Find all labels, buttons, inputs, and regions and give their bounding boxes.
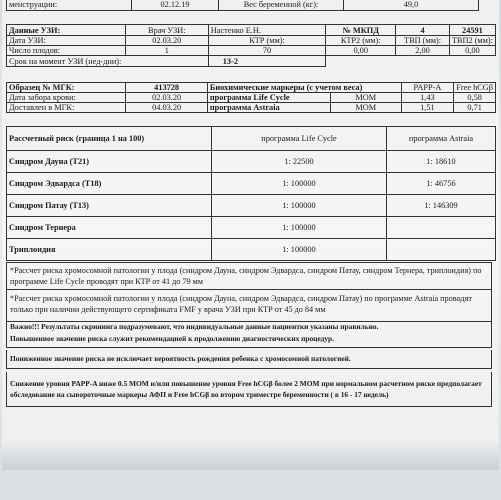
- hcg-lifecycle: 0,58: [454, 93, 496, 103]
- markers-label: Биохимические маркеры (с учетом веса): [207, 83, 401, 93]
- doctor-name: Настенко Е.Н.: [208, 25, 325, 36]
- pappa-lifecycle: 1,43: [401, 93, 454, 103]
- mgk-table: [6, 82, 496, 113]
- risk-astraia: 1: 18610: [387, 151, 496, 173]
- risk-lifecycle: 1: 100000: [212, 173, 387, 195]
- tvp-label: ТВП (мм):: [396, 36, 450, 46]
- blood-date-label: Дата забора крови:: [7, 93, 126, 103]
- pappa-astraia: 1,51: [401, 103, 454, 113]
- note-important: [6, 318, 492, 348]
- fetus-value: 1: [125, 46, 208, 56]
- tvp-value: 2,00: [396, 46, 450, 56]
- note-astraia: *Рассчет риска хромосомной патологии у плода (синдром Дауна, синдром Эдвардса, синдром Патау) по программе Astraia проводят только при наличии действующего сертификата FMF у врача УЗИ при КТР от 45 до 84 мм: [6, 289, 492, 322]
- note-important-line2: Повышенное значение риска служит рекомендацией к продолжению диагностических процедур.: [10, 334, 335, 343]
- risk-row: [7, 195, 496, 217]
- doctor-label: Врач УЗИ:: [125, 25, 208, 36]
- fetus-label: Число плодов:: [7, 46, 126, 56]
- delivered-date: 04.03.20: [126, 103, 207, 113]
- delivered-label: Доставлен в МГК:: [7, 103, 126, 113]
- risk-name: Триплоидия: [7, 239, 212, 261]
- ktr2-label: КТР2 (мм):: [326, 36, 396, 46]
- risk-astraia: [387, 217, 496, 239]
- lab-report-sheet: [2, 0, 499, 470]
- uzi-table: [6, 24, 496, 67]
- risk-name: Синдром Тернера: [7, 217, 212, 239]
- mom-unit-2: MOM: [330, 103, 401, 113]
- risk-col-astraia: программа Astraia: [387, 127, 496, 151]
- program-astraia: программа Astraia: [207, 103, 330, 113]
- weight-value: 49,0: [344, 0, 479, 11]
- risk-table: [6, 126, 496, 261]
- risk-name: Синдром Эдвардса (T18): [7, 173, 212, 195]
- uzi-date-label: Дата УЗИ:: [7, 36, 126, 46]
- mkpd-value: 4: [396, 25, 450, 36]
- ktr-label: КТР (мм):: [208, 36, 325, 46]
- risk-header: Рассчетный риск (граница 1 на 100): [7, 127, 212, 151]
- risk-name: Синдром Патау (T13): [7, 195, 212, 217]
- program-lifecycle: программа Life Cycle: [207, 93, 330, 103]
- term-value: 13-2: [208, 56, 325, 67]
- risk-lifecycle: 1: 100000: [212, 195, 387, 217]
- risk-astraia: 1: 146309: [387, 195, 496, 217]
- mkpd-label: № МКПД: [326, 25, 396, 36]
- blood-date: 02.03.20: [126, 93, 207, 103]
- sample-value: 413728: [126, 83, 207, 93]
- uzi-id: 24591: [449, 25, 495, 36]
- menstruation-label: менструации:: [7, 0, 132, 11]
- page-shadow: [2, 440, 499, 470]
- risk-lifecycle: 1: 22500: [212, 151, 387, 173]
- risk-lifecycle: 1: 100000: [212, 239, 387, 261]
- uzi-date: 02.03.20: [125, 36, 208, 46]
- tvp2-label: ТВП2 (мм):: [449, 36, 495, 46]
- risk-row: [7, 239, 496, 261]
- ktr2-value: 0,00: [326, 46, 396, 56]
- note-important-line1: Важно!!! Результаты скрининга подразумевают, что индивидуальные данные пациентки указаны правильно.: [10, 322, 379, 331]
- tvp2-value: 0,00: [449, 46, 495, 56]
- pappa-label: PAPP-A: [401, 83, 454, 93]
- hcg-astraia: 0,71: [454, 103, 496, 113]
- hcg-label: Free hCGβ: [454, 83, 496, 93]
- risk-row: [7, 173, 496, 195]
- risk-astraia: [387, 239, 496, 261]
- risk-name: Синдром Дауна (T21): [7, 151, 212, 173]
- term-label: Срок на момент УЗИ (нед-дни):: [7, 56, 209, 67]
- note-low-risk: Пониженное значение риска не исключает вероятность рождения ребенка с хромосомной патологией.: [6, 350, 492, 369]
- risk-lifecycle: 1: 100000: [212, 217, 387, 239]
- risk-row: [7, 151, 496, 173]
- patient-table: [6, 0, 496, 11]
- ktr-value: 70: [208, 46, 325, 56]
- weight-label: Вес беременной (кг):: [219, 0, 344, 11]
- uzi-header: Данные УЗИ:: [7, 25, 126, 36]
- risk-astraia: 1: 46756: [387, 173, 496, 195]
- note-lifecycle: *Рассчет риска хромосомной патологии у плода (синдром Дауна, синдром Эдвардса, синдром Патау, синдром Тернера, триплоидия) по программе Life Cycle проводят при КТР от 41 до 79 мм: [6, 262, 492, 290]
- mom-unit-1: MOM: [330, 93, 401, 103]
- menstruation-date: 02.12.19: [132, 0, 219, 11]
- risk-row: [7, 217, 496, 239]
- sample-label: Образец № МГК:: [7, 83, 126, 93]
- risk-col-lifecycle: программа Life Cycle: [212, 127, 387, 151]
- note-pappa: Снижение уровня PAPP-A ниже 0.5 МОМ и/или повышение уровня Free hCGβ более 2 МОМ при нормальном расчетном риске предполагает обследование на сывороточные маркеры АФП и Free hCGβ во втором триместре беременности ( в 16 - 17 недель): [6, 372, 492, 407]
